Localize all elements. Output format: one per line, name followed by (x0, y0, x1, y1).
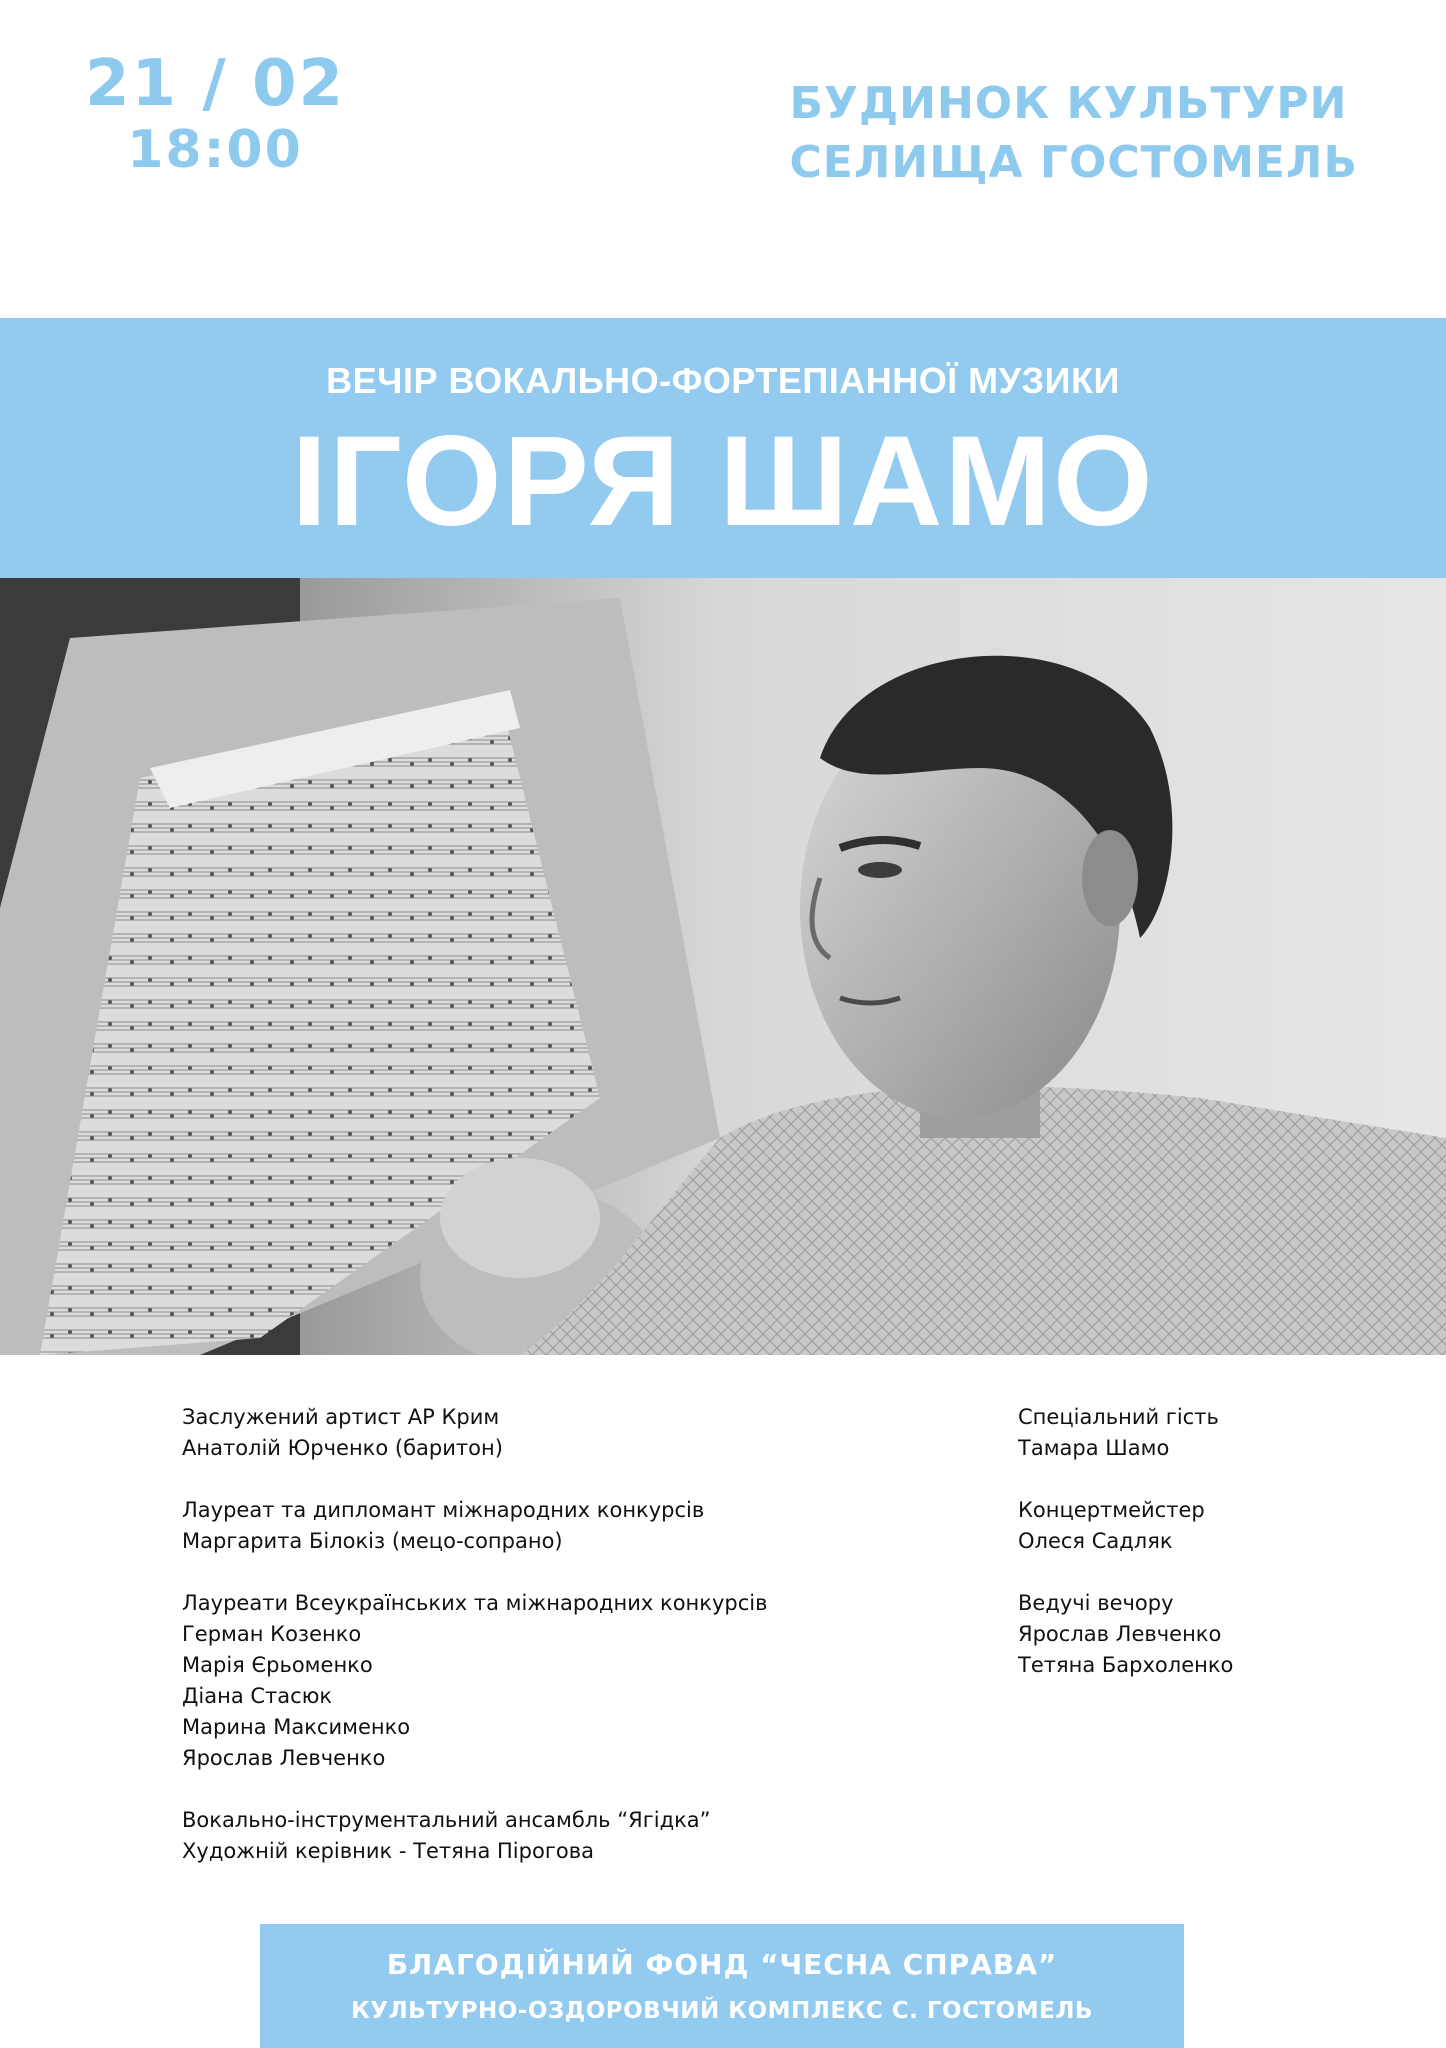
performer-group (182, 1402, 942, 1464)
performer-group (182, 1588, 942, 1774)
performer-group (1018, 1495, 1378, 1557)
performer-name: Олеся Садляк (1018, 1529, 1173, 1553)
event-title: ІГОРЯ ШАМО (291, 410, 1155, 553)
performers-left-column (182, 1402, 942, 1898)
performer-name: Маргарита Білокіз (мецо-сопрано) (182, 1529, 563, 1553)
organizer-complex: КУЛЬТУРНО-ОЗДОРОВЧИЙ КОМПЛЕКС С. ГОСТОМЕЛЬ (351, 1998, 1093, 2024)
title-band (0, 318, 1446, 578)
performer-name: Тамара Шамо (1018, 1436, 1170, 1460)
performer-role: Ведучі вечору (1018, 1591, 1174, 1615)
performer-role: Концертмейстер (1018, 1498, 1205, 1522)
performer-group (1018, 1402, 1378, 1464)
performer-role: Вокально-інструментальний ансамбль “Ягідка” (182, 1808, 711, 1832)
performer-name: Тетяна Бархоленко (1018, 1653, 1234, 1677)
performer-name: Художній керівник - Тетяна Пірогова (182, 1839, 594, 1863)
performer-name: Анатолій Юрченко (баритон) (182, 1436, 503, 1460)
organizer-fund: БЛАГОДІЙНИЙ ФОНД “ЧЕСНА СПРАВА” (386, 1948, 1058, 1981)
performer-group (1018, 1588, 1378, 1681)
performer-name: Марія Єрьоменко (182, 1653, 373, 1677)
venue-line-2: СЕЛИЩА ГОСТОМЕЛЬ (789, 137, 1358, 189)
event-date: 21 / 02 (84, 47, 346, 121)
performer-name: Ярослав Левченко (1018, 1622, 1222, 1646)
performers-right-column (1018, 1402, 1378, 1712)
performer-name: Ярослав Левченко (182, 1746, 386, 1770)
event-time: 18:00 (127, 120, 303, 180)
performer-name: Діана Стасюк (182, 1684, 333, 1708)
event-subtitle: ВЕЧІР ВОКАЛЬНО-ФОРТЕПІАННОЇ МУЗИКИ (326, 360, 1120, 401)
performer-role: Лауреати Всеукраїнських та міжнародних конкурсів (182, 1591, 768, 1615)
performer-group (182, 1805, 942, 1867)
performer-group (182, 1495, 942, 1557)
performer-role: Лауреат та дипломант міжнародних конкурсів (182, 1498, 705, 1522)
performer-role: Заслужений артист АР Крим (182, 1405, 500, 1429)
event-datetime (70, 47, 360, 180)
venue (790, 74, 1359, 193)
organizer-footer (260, 1924, 1184, 2048)
performer-role: Спеціальний гість (1018, 1405, 1219, 1429)
venue-line-1: БУДИНОК КУЛЬТУРИ (789, 78, 1348, 129)
composer-photo (0, 578, 1446, 1355)
performer-name: Марина Максименко (182, 1715, 411, 1739)
performer-name: Герман Козенко (182, 1622, 362, 1646)
